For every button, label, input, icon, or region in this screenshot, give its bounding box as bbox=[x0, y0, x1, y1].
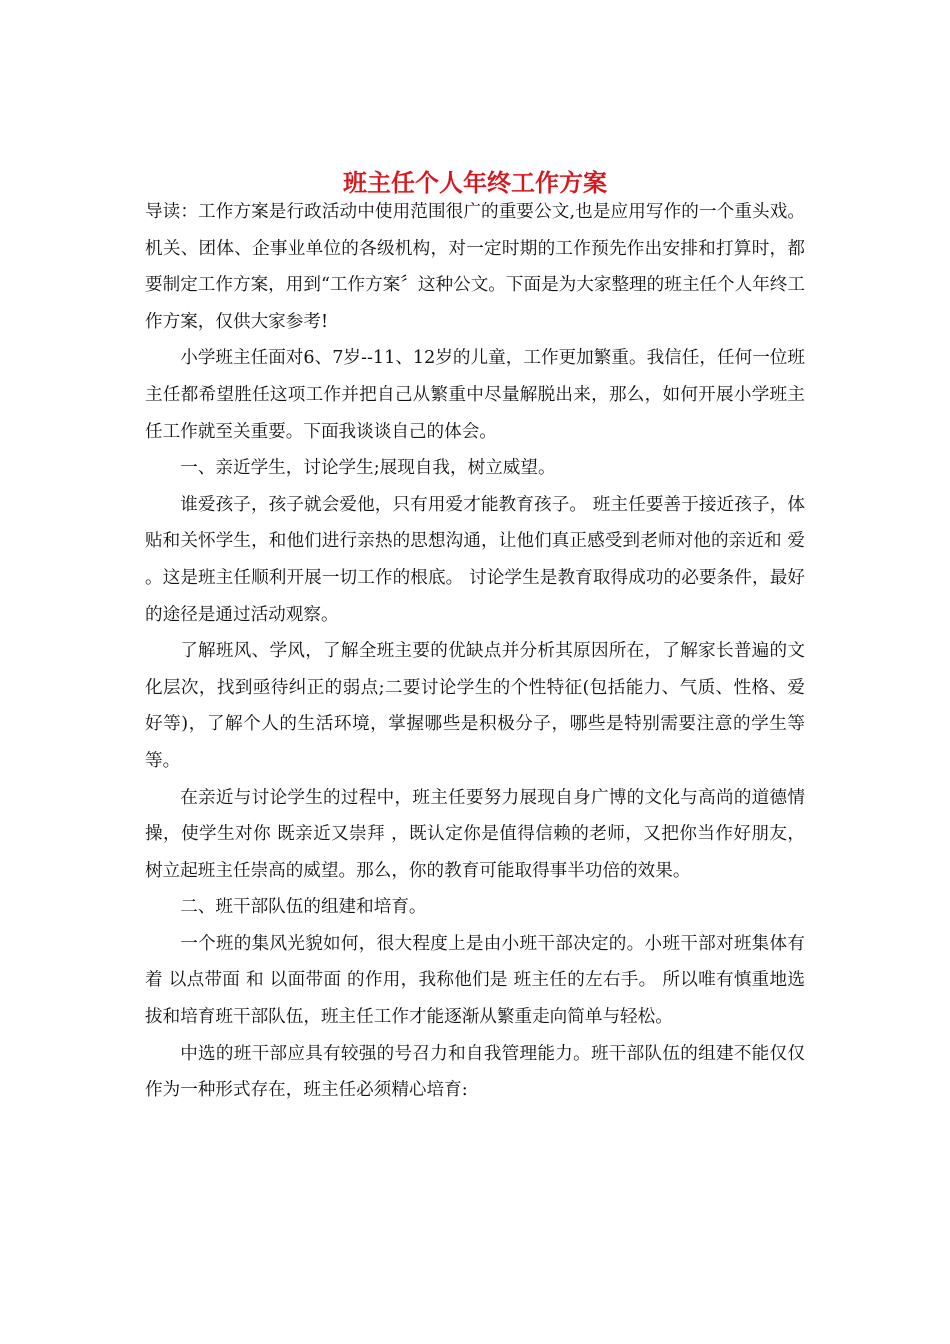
paragraph: 小学班主任面对6、7岁--11、12岁的儿童，工作更加繁重。我信任，任何一位班主任都希望胜任这项工作并把自己从繁重中尽量解脱出来，那么，如何开展小学班主任工作就至关重要。下面我谈谈自己的体会。 bbox=[145, 348, 805, 442]
paragraph-intro: 导读：工作方案是行政活动中使用范围很广的重要公文,也是应用写作的一个重头戏。机关、团体、企事业单位的各级机构，对一定时期的工作预先作出安排和打算时，都要制定工作方案，用到“工作方案〞这种公文。下面是为大家整理的班主任个人年终工作方案，仅供大家参考! bbox=[145, 202, 805, 332]
paragraph: 在亲近与讨论学生的过程中，班主任要努力展现自身广博的文化与高尚的道德情操，使学生对你 既亲近又崇拜 ，既认定你是值得信赖的老师，又把你当作好朋友，树立起班主任崇高的威望。那么，你的教育可能取得事半功倍的效果。 bbox=[145, 787, 805, 881]
paragraph: 了解班风、学风，了解全班主要的优缺点并分析其原因所在，了解家长普遍的文化层次，找到亟待纠正的弱点;二要讨论学生的个性特征(包括能力、气质、性格、爱好等)，了解个人的生活环境，掌握哪些是积极分子，哪些是特别需要注意的学生等等。 bbox=[145, 641, 805, 771]
document-title: 班主任个人年终工作方案 bbox=[343, 169, 607, 198]
paragraph: 一个班的集风光貌如何，很大程度上是由小班干部决定的。小班干部对班集体有着 以点带面 和 以面带面 的作用，我称他们是 班主任的左右手。 所以唯有慎重地选拔和培育班干部队伍，班主任工作才能逐渐从繁重走向简单与轻松。 bbox=[145, 933, 805, 1028]
section-heading: 二、班干部队伍的组建和培育。 bbox=[180, 897, 427, 918]
paragraph: 中选的班干部应具有较强的号召力和自我管理能力。班干部队伍的组建不能仅仅作为一种形式存在，班主任必须精心培育: bbox=[145, 1043, 805, 1101]
section-heading: 一、亲近学生，讨论学生;展现自我，树立威望。 bbox=[180, 458, 556, 479]
document-body bbox=[145, 194, 805, 1109]
paragraph: 谁爱孩子，孩子就会爱他，只有用爱才能教育孩子。 班主任要善于接近孩子，体贴和关怀学生，和他们进行亲热的思想沟通，让他们真正感受到老师对他的亲近和 爱 。这是班主任顺利开展一切工作的根底。 讨论学生是教育取得成功的必要条件，最好的途径是通过活动观察。 bbox=[145, 494, 805, 625]
